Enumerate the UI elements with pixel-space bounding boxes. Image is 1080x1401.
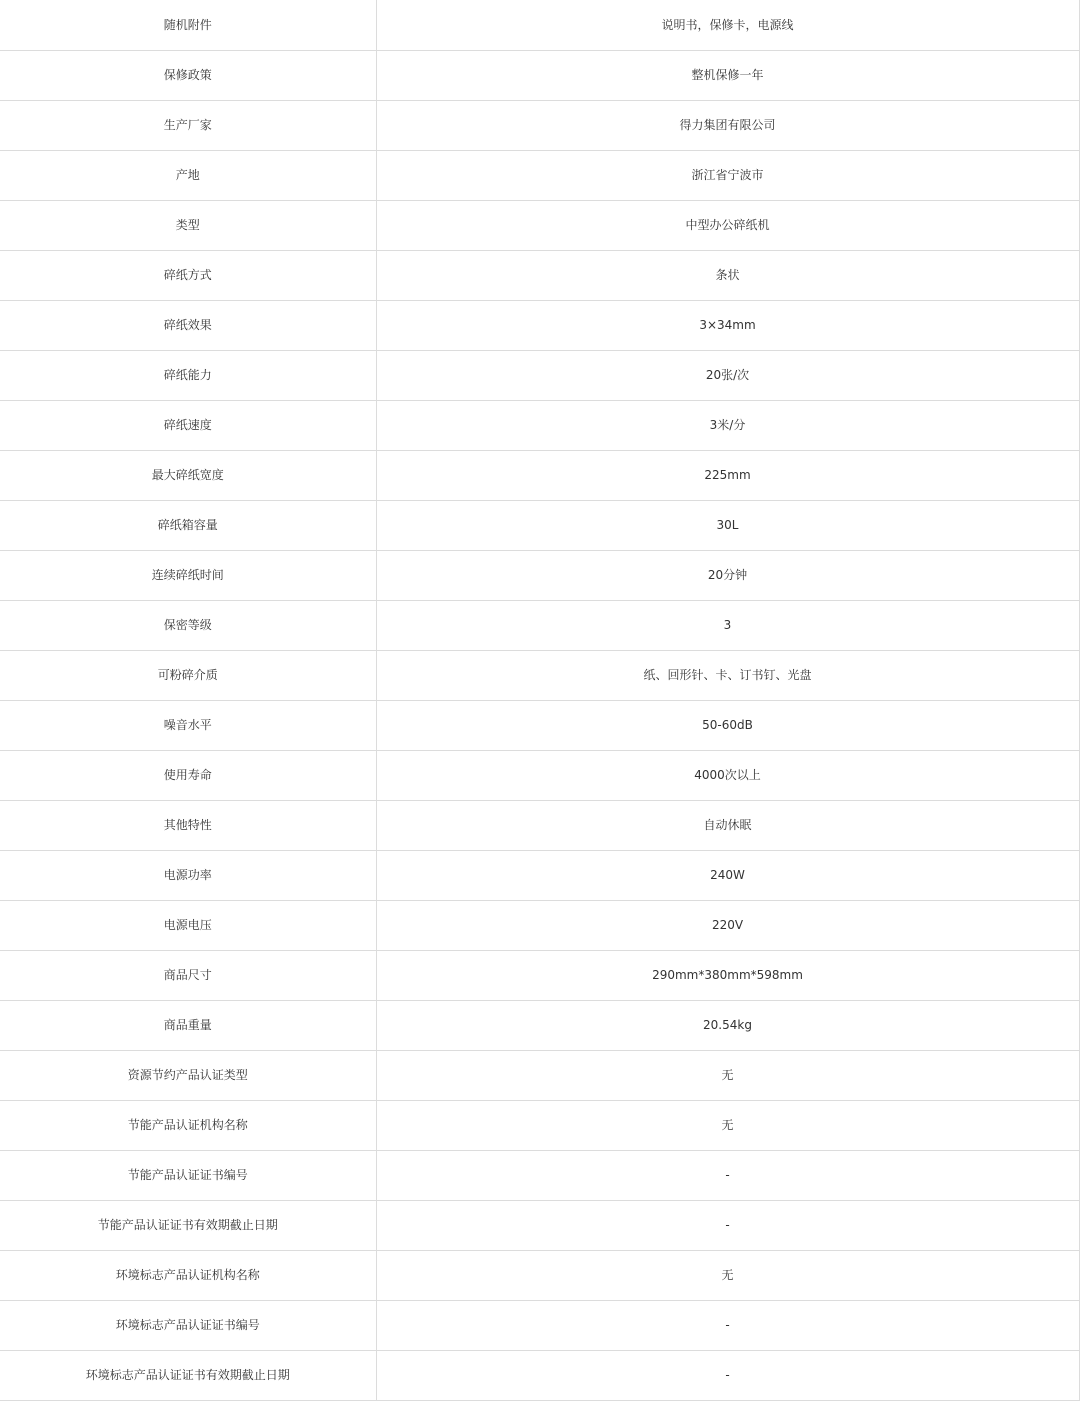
spec-label: 节能产品认证证书有效期截止日期: [0, 1200, 376, 1250]
spec-row: [0, 350, 1079, 400]
spec-value: 30L: [376, 500, 1079, 550]
spec-row: [0, 1200, 1079, 1250]
spec-value: -: [376, 1150, 1079, 1200]
spec-row: [0, 800, 1079, 850]
spec-value: 纸、回形针、卡、订书钉、光盘: [376, 650, 1079, 700]
spec-row: [0, 1100, 1079, 1150]
spec-label: 碎纸能力: [0, 350, 376, 400]
spec-row: [0, 50, 1079, 100]
spec-value: 中型办公碎纸机: [376, 200, 1079, 250]
spec-row: [0, 1350, 1079, 1400]
spec-value: 条状: [376, 250, 1079, 300]
spec-label: 电源电压: [0, 900, 376, 950]
spec-row: [0, 100, 1079, 150]
spec-label: 可粉碎介质: [0, 650, 376, 700]
spec-value: -: [376, 1300, 1079, 1350]
spec-value: 3米/分: [376, 400, 1079, 450]
spec-row: [0, 150, 1079, 200]
spec-row: [0, 450, 1079, 500]
spec-row: [0, 250, 1079, 300]
spec-value: 20张/次: [376, 350, 1079, 400]
spec-value: 浙江省宁波市: [376, 150, 1079, 200]
spec-label: 碎纸方式: [0, 250, 376, 300]
spec-label: 碎纸效果: [0, 300, 376, 350]
spec-label: 商品尺寸: [0, 950, 376, 1000]
spec-value: 225mm: [376, 450, 1079, 500]
spec-row: [0, 500, 1079, 550]
spec-label: 电源功率: [0, 850, 376, 900]
spec-row: [0, 700, 1079, 750]
spec-value: 3×34mm: [376, 300, 1079, 350]
spec-row: [0, 200, 1079, 250]
spec-label: 产地: [0, 150, 376, 200]
spec-value: 220V: [376, 900, 1079, 950]
spec-row: [0, 1300, 1079, 1350]
spec-value: 4000次以上: [376, 750, 1079, 800]
spec-value: 240W: [376, 850, 1079, 900]
spec-label: 节能产品认证证书编号: [0, 1150, 376, 1200]
spec-label: 碎纸速度: [0, 400, 376, 450]
spec-label: 最大碎纸宽度: [0, 450, 376, 500]
spec-row: [0, 650, 1079, 700]
spec-label: 类型: [0, 200, 376, 250]
spec-row: [0, 850, 1079, 900]
spec-label: 随机附件: [0, 0, 376, 50]
spec-label: 其他特性: [0, 800, 376, 850]
spec-label: 环境标志产品认证证书有效期截止日期: [0, 1350, 376, 1400]
spec-label: 生产厂家: [0, 100, 376, 150]
spec-row: [0, 550, 1079, 600]
spec-row: [0, 1050, 1079, 1100]
spec-value: 50-60dB: [376, 700, 1079, 750]
spec-label: 资源节约产品认证类型: [0, 1050, 376, 1100]
spec-value: 3: [376, 600, 1079, 650]
spec-value: 无: [376, 1050, 1079, 1100]
spec-label: 连续碎纸时间: [0, 550, 376, 600]
spec-row: [0, 0, 1079, 50]
spec-label: 使用寿命: [0, 750, 376, 800]
spec-value: 说明书，保修卡，电源线: [376, 0, 1079, 50]
spec-value: 20.54kg: [376, 1000, 1079, 1050]
spec-value: 无: [376, 1100, 1079, 1150]
spec-row: [0, 750, 1079, 800]
spec-row: [0, 1000, 1079, 1050]
spec-label: 环境标志产品认证证书编号: [0, 1300, 376, 1350]
spec-row: [0, 600, 1079, 650]
spec-row: [0, 1250, 1079, 1300]
spec-value: 20分钟: [376, 550, 1079, 600]
spec-value: 无: [376, 1250, 1079, 1300]
spec-row: [0, 900, 1079, 950]
spec-row: [0, 300, 1079, 350]
spec-value: -: [376, 1350, 1079, 1400]
spec-label: 节能产品认证机构名称: [0, 1100, 376, 1150]
spec-label: 碎纸箱容量: [0, 500, 376, 550]
spec-label: 保密等级: [0, 600, 376, 650]
spec-value: 得力集团有限公司: [376, 100, 1079, 150]
spec-label: 环境标志产品认证机构名称: [0, 1250, 376, 1300]
spec-value: 整机保修一年: [376, 50, 1079, 100]
spec-label: 商品重量: [0, 1000, 376, 1050]
spec-row: [0, 400, 1079, 450]
spec-value: 290mm*380mm*598mm: [376, 950, 1079, 1000]
spec-label: 保修政策: [0, 50, 376, 100]
spec-row: [0, 950, 1079, 1000]
spec-value: -: [376, 1200, 1079, 1250]
spec-value: 自动休眠: [376, 800, 1079, 850]
spec-label: 噪音水平: [0, 700, 376, 750]
spec-row: [0, 1150, 1079, 1200]
